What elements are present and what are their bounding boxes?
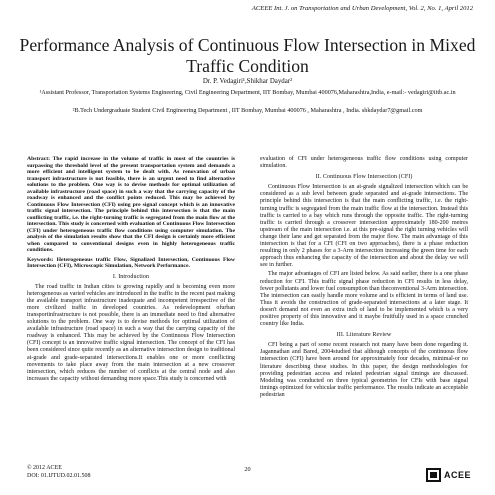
author-list: Dr. P. Vedagiri¹,Shikhar Daydar² xyxy=(202,78,293,85)
affiliation-2: ²B.Tech Undergraduate Student Civil Engineering Department , IIT Bombay, Mumbai 400076 , Maharashtra , India. shkdaydar7@gmail.com xyxy=(72,107,423,114)
logo-mark-icon xyxy=(426,468,441,482)
paper-title: Performance Analysis of Continuous Flow Intersection in Mixed Traffic Condition xyxy=(19,35,476,76)
intro-paragraph: The road traffic in Indian cities is growing rapidly and is becoming even more heterogeneous as varied vehicles are introduced in the traffic in the recent past making the available transport infrastructure inadequate and incompetent irrespective of the more civilized traffic in developed countries. As redevelopment ofurban transportinfrastructure is not possible, there is an immediate need to find alternative solutions to the problem. One way is to devise methods for optimal utilization of available infrastructure (road space) in such a way that the carrying capacity of the roadway is enhanced. This may be achieved by the Continuous Flow Intersection (CFI) concept is an innovative traffic signal intersection. The concept of the CFI has been considered since quite recently as an alternative intersection design to traditional at-grade and grade-separated intersections.It enables one or more conflicting movements to take place away from the main intersection at a new crossover intersection, which reduces the number of conflicts at the central node and also increases the capacity without demanding more space.This study is concerned with xyxy=(27,283,235,382)
section-heading-introduction: I. Introduction xyxy=(112,273,150,280)
section-heading-cfi: II. Continuous Flow Intersection (CFI) xyxy=(315,174,413,181)
copyright-notice: © 2012 ACEE xyxy=(27,465,62,471)
logo-text: ACEE xyxy=(443,470,471,480)
cfi-paragraph-2: The major advantages of CFI are listed below. As said earlier, there is a one phase reduction for CFI. This traffic signal phase reduction in CFI results in less delay, fewer pollutants and lower fuel consumption than theconventional 3-Arm intersection. The intersection can easily handle more volume and is efficient in terms of land use. Thus it avoids the construction of grade-separated intersections at a later stage. It doesn't demand not even an extra inch of land to be implemented which is a very positive property of this innovative and it maybe fruitfully used in a space crunched country like India. xyxy=(260,271,468,328)
page-number: 20 xyxy=(244,466,251,473)
section-heading-literature-review: III. Literature Review xyxy=(336,332,392,339)
doi-text: DOI: 01.IJTUD.02.01.508 xyxy=(27,472,91,479)
affiliation-1: ¹Assistant Professor, Transportation Systems Engineering, Civil Engineering Department, IIT Bombay, Mumbai 400076,Maharashtra,India, e-mail:- vedagiri@iitb.ac.in xyxy=(39,89,456,96)
running-head: ACEEE Int. J. on Transportation and Urban Development, Vol. 2, No. 1, April 2012 xyxy=(251,5,473,12)
left-column xyxy=(27,156,235,385)
intro-paragraph-continued: evaluation of CFI under heterogeneous traffic flow conditions using computer simulation. xyxy=(260,156,468,170)
literature-paragraph-1: CFI being a part of some recent research not many have been done regarding it. Jagannathan and Bared, 2004studied that although concepts of the continuous flow intersection (CFI) have been around for approximately four decades, minimal-or no literature describing these studies. In this paper, the design methodologies for providing pedestrian access and related pedestrian signal timings are discussed. Modeling was conducted on three typical geometries for CFIs with base signal timings optimized for vehicular traffic performance. The results indicate an acceptable pedestrian xyxy=(260,342,468,398)
right-column xyxy=(260,156,468,401)
abstract: Abstract: The rapid increase in the volume of traffic in most of the countries is surpassing the threshold level of the present transportation system and demands a more efficient and intelligent system to be dealt with. As renovation of urban transport infrastructure is not feasible, there is an urgent need to find alternative solutions to the problem. One way is to devise methods for optimal utilization of available infrastructure (road space) in such a way that the carrying capacity of the roadway is enhanced and the conflict points reduced. This may be achieved by Continuous Flow Intersection (CFI) using pre signal concept which is an innovative traffic signal intersection. The principle behind this intersection is that the main conflicting traffic, i.e. the right-turning traffic is segregated from the main flow at the intersection. This study is concerned with evaluation of Continuous Flow Intersection (CFI) under heterogeneous traffic flow conditions using computer simulation. The analysis of the simulation results show that the CFI design is certainly more efficient when compared to conventional designs even in highly heterogeneous traffic conditions. xyxy=(27,156,235,253)
publisher-logo xyxy=(426,468,471,482)
cfi-paragraph-1: Continuous Flow Intersection is an at-grade signalized intersection which can be considered as a sub level between grade separated and at-grade intersections. The principle behind this intersection is that the main conflicting traffic, i.e. the right-turning traffic is segregated from the main traffic flow at the intersection. Instead this traffic is carried to a bay which runs through the opposite traffic. The right-turning traffic is carried through a crossover intersection approximately 180-200 metres upstream of the main intersection i.e. at this pre-signal the right turning vehicles will change their lane and get separated from the major flow. The main advantage of this intersection is that for a CFI (CFI on two approaches), there is a phase reduction resulting in only 2 phases for a 3-Arm intersection increasing the green time for each approach thus enhancing the capacity of the intersection and about the delay we will see in further. xyxy=(260,184,468,269)
keywords: Keywords: Heterogeneous traffic Flow, Signalized Intersection, Continuous Flow Intersection (CFI), Microscopic Simulation, Network Performance. xyxy=(27,256,235,269)
